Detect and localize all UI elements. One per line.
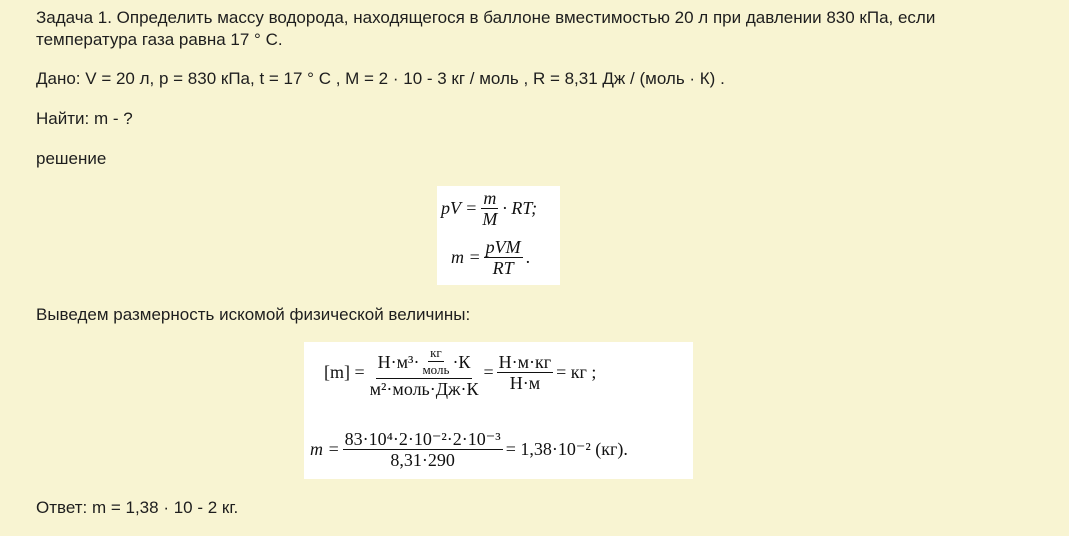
formula2-fraction: [484, 238, 523, 277]
find-line: Найти: m - ?: [36, 109, 133, 128]
formula1-lhs: pV =: [441, 198, 478, 218]
calc-lhs: m =: [310, 439, 340, 459]
dim-den-1: м²·моль·Дж·К: [369, 379, 479, 399]
dimension-formula: [324, 346, 596, 398]
dim-inner-fraction: [420, 346, 451, 377]
calc-fraction: [343, 430, 503, 469]
calc-den: 8,31·290: [390, 450, 455, 470]
dim-inner-den: моль: [422, 362, 450, 377]
dimension-label: Выведем размерность искомой физической величины:: [36, 305, 471, 324]
formula-ideal-gas: [441, 189, 537, 228]
answer-line: Ответ: m = 1,38 · 10 - 2 кг.: [36, 498, 239, 517]
formula2-end: .: [525, 247, 531, 267]
dim-den-2: Н·м: [509, 372, 541, 393]
dim-result: = кг ;: [556, 361, 597, 382]
dim-eq: =: [483, 361, 494, 382]
problem-statement: Задача 1. Определить массу водорода, находящегося в баллоне вместимостью 20 л при давлении 830 кПа, если температура газа равна 17 ° С.: [36, 8, 936, 49]
formula1-den: M: [482, 209, 498, 229]
calculation-formula: [310, 430, 628, 469]
formula-image-1: [437, 186, 560, 285]
formula1-rhs: · RT;: [502, 198, 538, 218]
formula2-den: RT: [492, 258, 514, 278]
calc-result: = 1,38·10⁻² (кг).: [505, 439, 628, 459]
dim-fraction-2: [497, 353, 554, 392]
given-data: Дано: V = 20 л, p = 830 кПа, t = 17 ° C , M = 2 · 10 - 3 кг / моль , R = 8,31 Дж / (моль · К) .: [36, 69, 725, 88]
dim-num-a: Н·м³·: [377, 351, 420, 372]
dim-num-1: [376, 346, 473, 379]
dim-lhs: [m] =: [324, 361, 365, 382]
dim-inner-num: кг: [430, 345, 442, 360]
formula-mass: [451, 238, 530, 277]
formula-image-2: [304, 342, 693, 479]
formula1-num: m: [483, 188, 497, 208]
dim-num-2: Н·м·кг: [498, 351, 552, 372]
formula2-lhs: m =: [451, 247, 481, 267]
formula2-num: pVM: [485, 237, 521, 257]
dim-fraction-1: [368, 346, 481, 398]
calc-num: 83·10⁴·2·10⁻²·2·10⁻³: [344, 429, 501, 449]
formula1-fraction: [480, 189, 499, 228]
dim-num-b: ·К: [452, 351, 471, 372]
solution-label: решение: [36, 149, 107, 168]
